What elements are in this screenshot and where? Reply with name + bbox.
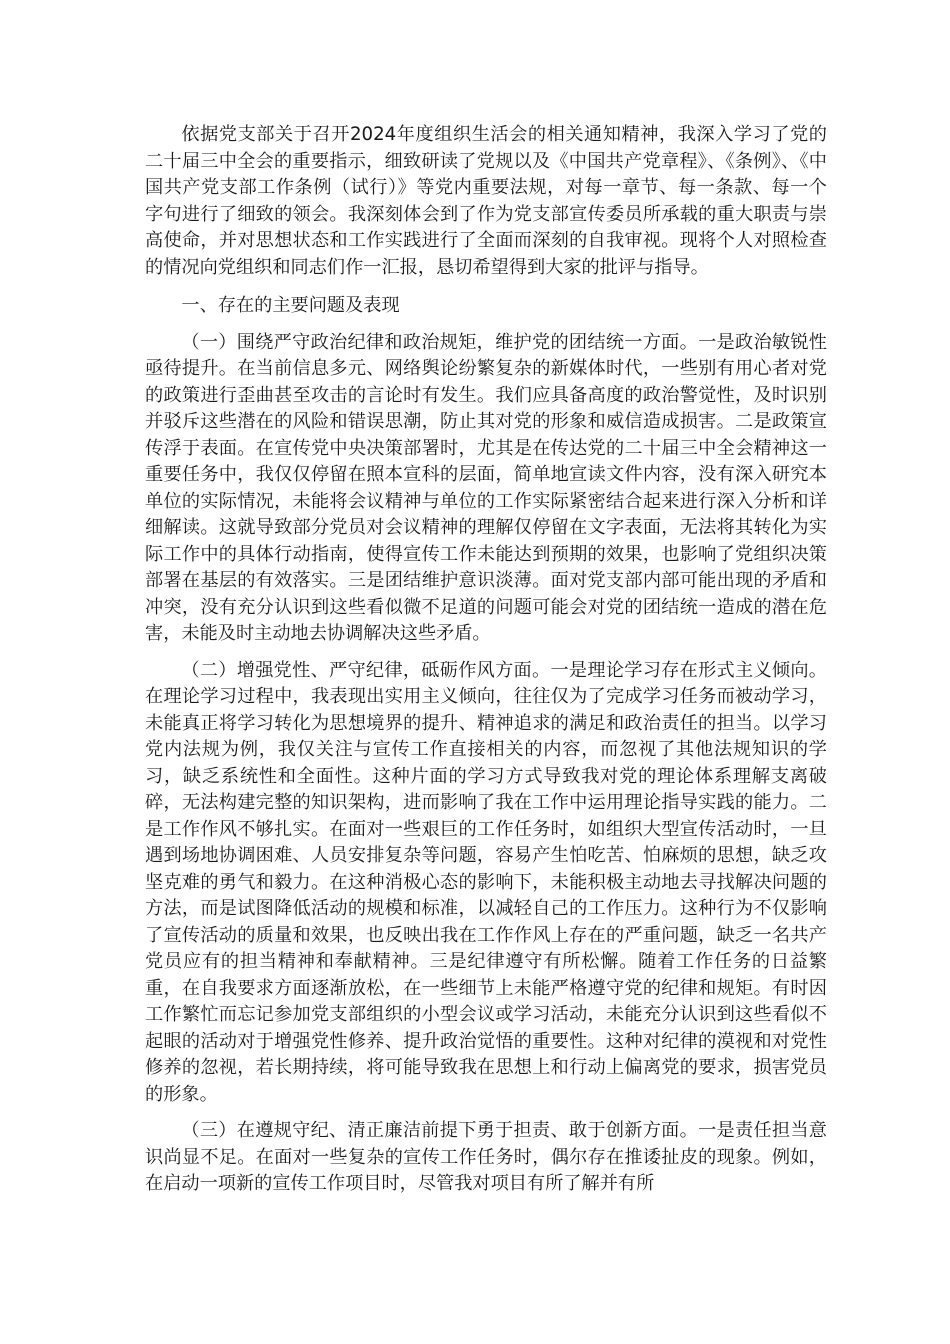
paragraph-responsibility: （三）在遵规守纪、清正廉洁前提下勇于担责、敢于创新方面。一是责任担当意识尚显不足。在面对一些复杂的宣传工作任务时，偶尔存在推诿扯皮的现象。例如，在启动一项新的宣传工作项目时，尽管我对项目有所了解并有所 <box>145 1120 827 1194</box>
paragraph-political-discipline: （一）围绕严守政治纪律和政治规矩，维护党的团结统一方面。一是政治敏锐性亟待提升。在当前信息多元、网络舆论纷繁复杂的新媒体时代，一些别有用心者对党的政策进行歪曲甚至攻击的言论时有发生。我们应具备高度的政治警觉性，及时识别并驳斥这些潜在的风险和错误思潮，防止其对党的形象和威信造成损害。二是政策宣传浮于表面。在宣传党中央决策部署时，尤其是在传达党的二十届三中全会精神这一重要任务中，我仅仅停留在照本宣科的层面，简单地宣读文件内容，没有深入研究本单位的实际情况，未能将会议精神与单位的工作实际紧密结合起来进行深入分析和详细解读。这就导致部分党员对会议精神的理解仅停留在文字表面，无法将其转化为实际工作中的具体行动指南，使得宣传工作未能达到预期的效果，也影响了党组织决策部署在基层的有效落实。三是团结维护意识淡薄。面对党支部内部可能出现的矛盾和冲突，没有充分认识到这些看似微不足道的问题可能会对党的团结统一造成的潜在危害，未能及时主动地去协调解决这些矛盾。 <box>145 331 827 644</box>
intro-paragraph: 依据党支部关于召开2024年度组织生活会的相关通知精神，我深入学习了党的二十届三中全会的重要指示，细致研读了党规以及《中国共产党章程》、《条例》、《中国共产党支部工作条例（试行）》等党内重要法规，对每一章节、每一条款、每一个字句进行了细致的领会。我深刻体会到了作为党支部宣传委员所承载的重大职责与崇高使命，并对思想状态和工作实践进行了全面而深刻的自我审视。现将个人对照检查的情况向党组织和同志们作一汇报，恳切希望得到大家的批评与指导。 <box>145 124 827 278</box>
document-page <box>145 122 827 1208</box>
section-heading-problems: 一、存在的主要问题及表现 <box>181 295 400 316</box>
paragraph-party-spirit: （二）增强党性、严守纪律，砥砺作风方面。一是理论学习存在形式主义倾向。在理论学习过程中，我表现出实用主义倾向，往往仅为了完成学习任务而被动学习，未能真正将学习转化为思想境界的提升、精神追求的满足和政治责任的担当。以学习党内法规为例，我仅关注与宣传工作直接相关的内容，而忽视了其他法规知识的学习，缺乏系统性和全面性。这种片面的学习方式导致我对党的理论体系理解支离破碎，无法构建完整的知识架构，进而影响了我在工作中运用理论指导实践的能力。二是工作作风不够扎实。在面对一些艰巨的工作任务时，如组织大型宣传活动时，一旦遇到场地协调困难、人员安排复杂等问题，容易产生怕吃苦、怕麻烦的思想，缺乏攻坚克难的勇气和毅力。在这种消极心态的影响下，未能积极主动地去寻找解决问题的方法，而是试图降低活动的规模和标准，以减轻自己的工作压力。这种行为不仅影响了宣传活动的质量和效果，也反映出我在工作作风上存在的严重问题，缺乏一名共产党员应有的担当精神和奉献精神。三是纪律遵守有所松懈。随着工作任务的日益繁重，在自我要求方面逐渐放松，在一些细节上未能严格遵守党的纪律和规矩。有时因工作繁忙而忘记参加党支部组织的小型会议或学习活动，未能充分认识到这些看似不起眼的活动对于增强党性修养、提升政治觉悟的重要性。这种对纪律的漠视和对党性修养的忽视，若长期持续，将可能导致我在思想上和行动上偏离党的要求，损害党员的形象。 <box>145 659 827 1105</box>
